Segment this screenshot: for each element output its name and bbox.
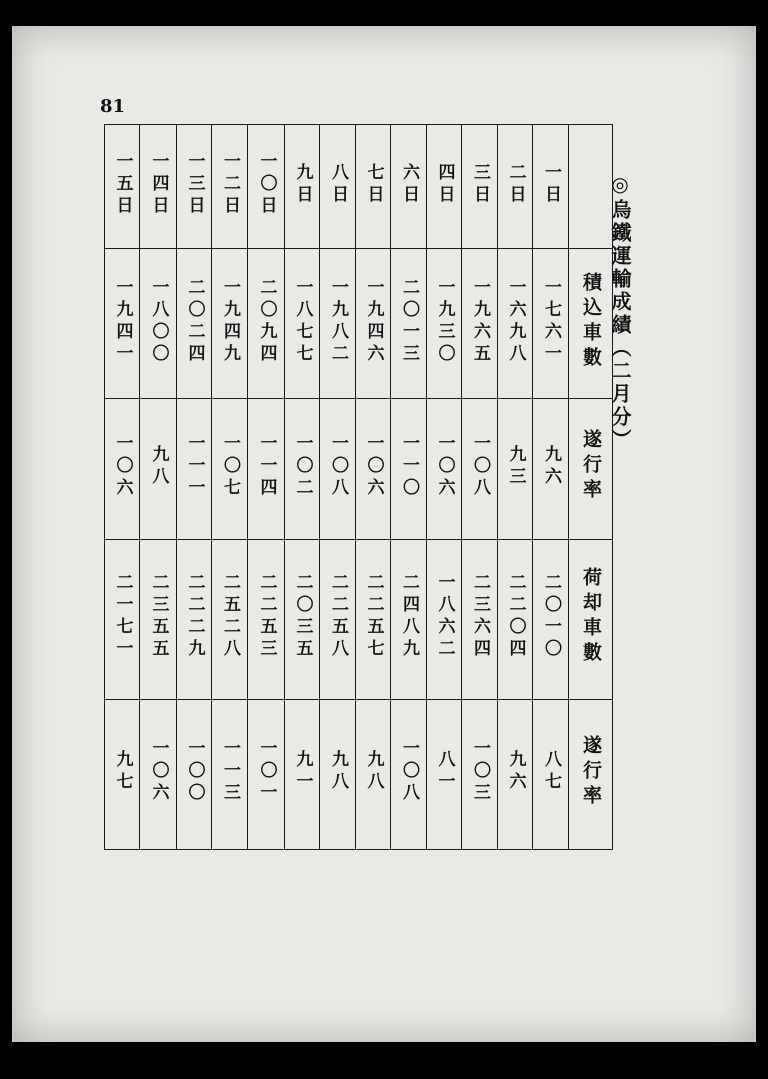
loaded-rate-cell: 九三 [498, 399, 533, 539]
day-cell: 六日 [391, 125, 427, 249]
loaded-cars-cell: 一九六五 [462, 249, 498, 399]
unloaded-cars-cell: 二二五七 [356, 539, 391, 699]
unloaded-rate-cell: 九一 [285, 699, 320, 849]
loaded-cars-cell: 一九八二 [320, 249, 356, 399]
unloaded-rate-cell: 八七 [533, 699, 569, 849]
unloaded-cars-cell: 二三五五 [140, 539, 177, 699]
header-corner [569, 125, 613, 249]
day-cell: 七日 [356, 125, 391, 249]
loaded-rate-cell: 一一一 [177, 399, 212, 539]
unloaded-rate-cell: 一〇一 [248, 699, 285, 849]
unloaded-cars-cell: 二二〇四 [498, 539, 533, 699]
transport-results-table [104, 124, 613, 850]
unloaded-rate-cell: 九六 [498, 699, 533, 849]
loaded-cars-cell: 一八七七 [285, 249, 320, 399]
unloaded-rate-cell: 一〇八 [391, 699, 427, 849]
loaded-rate-cell: 一〇六 [427, 399, 462, 539]
day-cell: 九日 [285, 125, 320, 249]
unloaded-cars-cell: 二四八九 [391, 539, 427, 699]
loaded-rate-cell: 一〇八 [320, 399, 356, 539]
unloaded-rate-cell: 一〇三 [462, 699, 498, 849]
header-unloaded-rate: 遂行率 [569, 699, 613, 849]
unloaded-rate-cell: 八一 [427, 699, 462, 849]
day-row [105, 125, 613, 249]
loaded-rate-cell: 九八 [140, 399, 177, 539]
day-cell: 八日 [320, 125, 356, 249]
loaded-rate-cell: 一一〇 [391, 399, 427, 539]
loaded-rate-cell: 一〇七 [212, 399, 248, 539]
unloaded-rate-row [105, 699, 613, 849]
unloaded-rate-cell: 一〇〇 [177, 699, 212, 849]
loaded-rate-cell: 九六 [533, 399, 569, 539]
loaded-cars-cell: 二〇二四 [177, 249, 212, 399]
loaded-cars-cell: 一九四九 [212, 249, 248, 399]
unloaded-cars-cell: 二二二九 [177, 539, 212, 699]
unloaded-rate-cell: 一一三 [212, 699, 248, 849]
day-cell: 一四日 [140, 125, 177, 249]
day-cell: 三日 [462, 125, 498, 249]
unloaded-rate-cell: 九七 [105, 699, 140, 849]
loaded-cars-cell: 一七六一 [533, 249, 569, 399]
day-cell: 一〇日 [248, 125, 285, 249]
unloaded-cars-cell: 二五二八 [212, 539, 248, 699]
loaded-cars-cell: 一九四一 [105, 249, 140, 399]
unloaded-cars-cell: 二〇三五 [285, 539, 320, 699]
unloaded-rate-cell: 一〇六 [140, 699, 177, 849]
page-number: 81 [100, 96, 126, 117]
unloaded-cars-cell: 二一七一 [105, 539, 140, 699]
header-loaded-rate: 遂行率 [569, 399, 613, 539]
unloaded-rate-cell: 九八 [320, 699, 356, 849]
loaded-rate-cell: 一〇八 [462, 399, 498, 539]
header-loaded-cars: 積込車數 [569, 249, 613, 399]
header-unloaded-cars: 荷却車數 [569, 539, 613, 699]
day-cell: 二日 [498, 125, 533, 249]
day-cell: 一五日 [105, 125, 140, 249]
loaded-rate-row [105, 399, 613, 539]
loaded-rate-cell: 一〇六 [356, 399, 391, 539]
loaded-cars-cell: 一九四六 [356, 249, 391, 399]
unloaded-rate-cell: 九八 [356, 699, 391, 849]
loaded-cars-cell: 一九三〇 [427, 249, 462, 399]
day-cell: 一日 [533, 125, 569, 249]
loaded-cars-cell: 二〇九四 [248, 249, 285, 399]
table-title: ◎烏鐵運輸成績（二月分） [608, 172, 632, 452]
day-cell: 一三日 [177, 125, 212, 249]
loaded-cars-row [105, 249, 613, 399]
day-cell: 一二日 [212, 125, 248, 249]
unloaded-cars-cell: 二二五八 [320, 539, 356, 699]
loaded-cars-cell: 一八〇〇 [140, 249, 177, 399]
day-cell: 四日 [427, 125, 462, 249]
loaded-cars-cell: 一六九八 [498, 249, 533, 399]
loaded-cars-cell: 二〇一三 [391, 249, 427, 399]
loaded-rate-cell: 一一四 [248, 399, 285, 539]
loaded-rate-cell: 一〇二 [285, 399, 320, 539]
unloaded-cars-cell: 二〇一〇 [533, 539, 569, 699]
unloaded-cars-cell: 一八六二 [427, 539, 462, 699]
unloaded-cars-cell: 二三六四 [462, 539, 498, 699]
loaded-rate-cell: 一〇六 [105, 399, 140, 539]
unloaded-cars-row [105, 539, 613, 699]
unloaded-cars-cell: 二二五三 [248, 539, 285, 699]
